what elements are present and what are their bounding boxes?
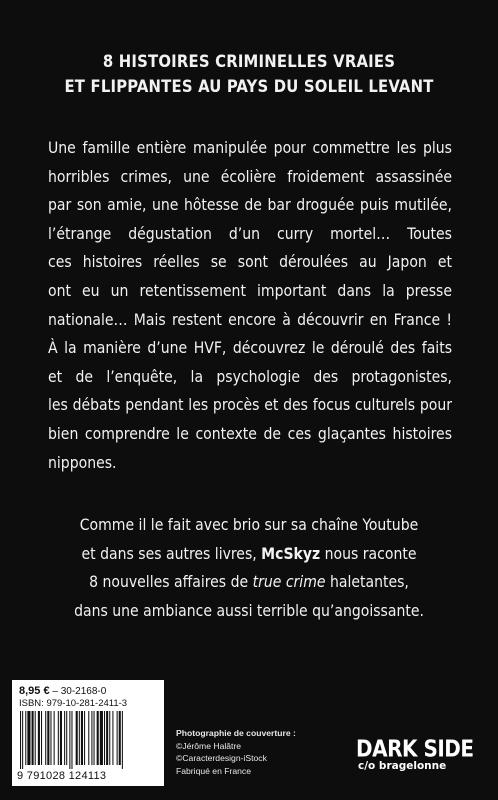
pitch-line-4: dans une ambiance aussi terrible qu’angoissante. bbox=[74, 601, 424, 620]
synopsis-line: les débats pendant les procès et des focus culturels pour bbox=[48, 396, 452, 415]
genre-term: true crime bbox=[252, 573, 326, 592]
synopsis-line: ces histoires réelles se sont déroulées au Japon et bbox=[48, 253, 452, 272]
headline-line-2: ET FLIPPANTES AU PAYS DU SOLEIL LEVANT bbox=[64, 77, 434, 96]
logo-sub-text: c/o bragelonne bbox=[358, 760, 447, 772]
pitch-line-2 bbox=[0, 540, 498, 569]
synopsis-line: par son amie, une hôtesse de bar droguée puis mutilée, bbox=[48, 196, 452, 215]
synopsis-line: À la manière d’une HVF, découvrez le déroulé des faits bbox=[48, 339, 452, 358]
synopsis-line: Une famille entière manipulée pour commettre les plus bbox=[48, 139, 452, 157]
isbn: ISBN: 979-10-281-2411-3 bbox=[19, 698, 128, 709]
synopsis-line: horribles crimes, une écolière froidement assassinée bbox=[48, 167, 452, 186]
pitch-line-1: Comme il le fait avec brio sur sa chaîne Youtube bbox=[79, 516, 419, 534]
synopsis-line: ont eu un retentissement important dans la presse bbox=[48, 281, 452, 300]
ean-digits: 9 791028 124113 bbox=[17, 770, 107, 782]
synopsis-line: et de l’enquête, la psychologie des protagonistes, bbox=[48, 367, 452, 386]
credit-line: ©Caracterdesign-iStock bbox=[176, 753, 267, 764]
pitch-text: et dans ses autres livres, bbox=[81, 544, 262, 563]
synopsis-line: bien comprendre le contexte de ces glaçantes histoires bbox=[48, 424, 452, 443]
manufacture-line: Fabriqué en France bbox=[176, 765, 251, 776]
author-pitch bbox=[0, 511, 498, 625]
pitch-text: haletantes, bbox=[325, 573, 409, 592]
synopsis-paragraph bbox=[48, 134, 452, 477]
synopsis-line: nationale… Mais restent encore à découvrir en France ! bbox=[48, 310, 452, 329]
photo-credits bbox=[176, 727, 296, 777]
credits-heading: Photographie de couverture : bbox=[176, 728, 296, 738]
synopsis-line: l’étrange dégustation d’un curry mortel… Toutes bbox=[48, 224, 452, 243]
price: 8,95 € bbox=[19, 685, 50, 697]
back-cover-headline bbox=[0, 49, 498, 99]
pitch-text: nous raconte bbox=[320, 544, 417, 563]
pitch-text: 8 nouvelles affaires de bbox=[89, 573, 253, 592]
price-line bbox=[19, 685, 106, 697]
pitch-line-3 bbox=[0, 568, 498, 597]
logo-main-text: DARK SIDE bbox=[356, 734, 474, 763]
synopsis-line: nippones. bbox=[48, 453, 117, 472]
author-name: McSkyz bbox=[261, 544, 321, 563]
product-code: – 30-2168-0 bbox=[49, 686, 107, 697]
barcode-label bbox=[12, 680, 164, 786]
credit-line: ©Jérôme Halâtre bbox=[176, 740, 242, 751]
publisher-logo bbox=[356, 734, 474, 772]
barcode-icon bbox=[20, 711, 156, 769]
headline-line-1: 8 HISTOIRES CRIMINELLES VRAIES bbox=[102, 52, 396, 71]
